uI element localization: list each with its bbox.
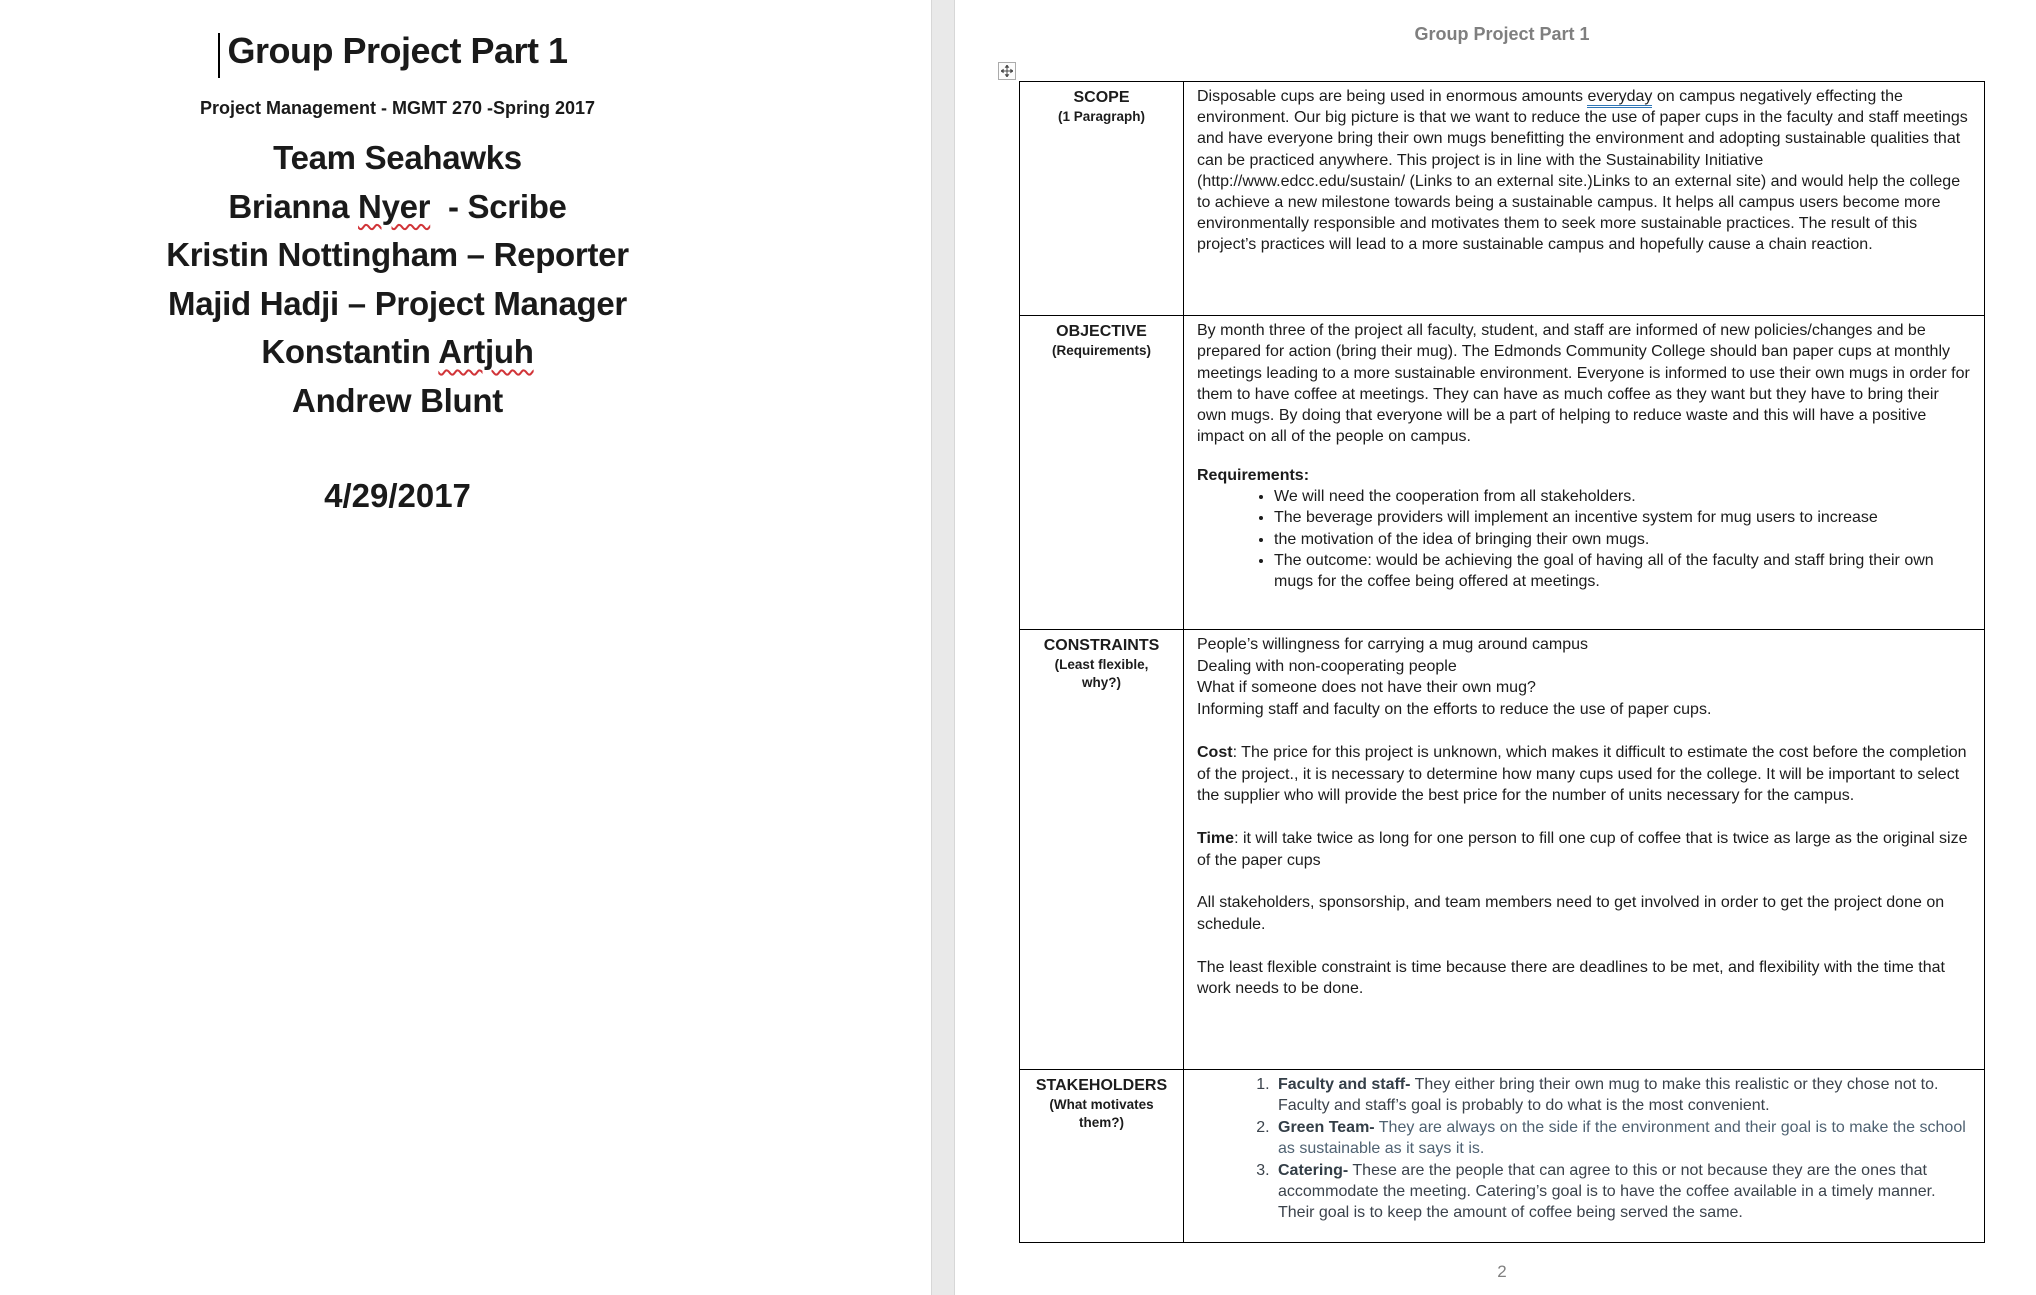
blank-line: [1197, 721, 1972, 742]
left-document-page[interactable]: [0, 0, 931, 1295]
scope-text: on campus negatively effecting the environment. Our big picture is that we want to reduce the use of paper cups in the faculty and staff meetings and have everyone bring their own mugs benefitting the environment and adopting sustainable qualities that can be practiced anywhere. This project is in line with the Sustainability Initiative (http://www.edcc.edu/sustain/ (Links to an external site.)Links to an external site) and would help the college to achieve a new milestone towards being a sustainable campus. It helps all campus users become more environmentally responsible and motivates them to seek more sustainable practices. The result of this project’s practices will lead to a more sustainable campus and hopefully cause a chain reaction.: [1197, 88, 1968, 254]
blank-line: [1197, 807, 1972, 828]
scope-paragraph: [1197, 86, 1972, 312]
requirement-item: • We will need the cooperation from all stakeholders.: [1274, 486, 1972, 507]
table-row-constraints: [1020, 630, 1985, 1070]
requirements-bullet-list: [1197, 486, 1972, 592]
requirement-item: • The outcome: would be achieving the goal of having all of the faculty and staff bring their own mugs for the coffee being offered at meetings.: [1274, 550, 1972, 593]
least-flexible-paragraph: The least flexible constraint is time because there are deadlines to be met, and flexibility with the time that work needs to be done.: [1197, 958, 1945, 998]
cost-paragraph: [1197, 742, 1972, 807]
blank-line: [1197, 448, 1972, 465]
grammar-flagged-word: everyday: [1587, 88, 1652, 108]
stakeholder-name: Catering-: [1278, 1161, 1349, 1179]
member-role: - Scribe: [430, 187, 567, 225]
team-member-line: Majid Hadji – Project Manager: [168, 284, 627, 322]
stakeholders-content-cell[interactable]: [1184, 1070, 1985, 1243]
stakeholder-item: [1274, 1160, 1972, 1224]
scope-text: Disposable cups are being used in enormous amounts: [1197, 88, 1588, 105]
project-definition-table: [1019, 81, 1985, 1243]
stakeholder-item: [1274, 1074, 1972, 1117]
time-text: : it will take twice as long for one person to fill one cup of coffee that is twice as large as the original size of the paper cups: [1197, 829, 1968, 869]
constraints-label-cell[interactable]: [1020, 630, 1184, 1070]
stakeholders-label: STAKEHOLDERS: [1035, 1077, 1168, 1094]
scope-content-cell[interactable]: [1184, 82, 1985, 316]
scope-label: SCOPE: [1073, 89, 1130, 106]
constraints-label: CONSTRAINTS: [1043, 637, 1160, 654]
constraints-sublabel: why?): [1082, 675, 1121, 690]
objective-content-cell[interactable]: [1184, 316, 1985, 630]
table-row-scope: [1020, 82, 1985, 316]
table-row-objective: [1020, 316, 1985, 630]
team-member-line: [0, 328, 795, 377]
misspelled-word: Nyer: [358, 187, 431, 225]
page-gap-divider: [931, 0, 955, 1295]
stakeholder-item: [1274, 1117, 1972, 1160]
team-member-line: Andrew Blunt: [292, 381, 503, 419]
stakeholder-name: Green Team-: [1278, 1118, 1375, 1136]
stakeholder-description: They either bring their own mug to make this realistic or they chose not to. Faculty and staff’s goal is probably to do what is the most convenient.: [1278, 1076, 1943, 1115]
constraints-sublabel: (Least flexible,: [1054, 657, 1149, 672]
cost-label: Cost: [1197, 743, 1233, 761]
blank-line: [1197, 936, 1972, 957]
blank-line: [1197, 871, 1972, 892]
team-name: Team Seahawks: [273, 139, 522, 176]
objective-sublabel: (Requirements): [1051, 343, 1151, 358]
stakeholder-name: Faculty and staff-: [1278, 1076, 1411, 1093]
scope-sublabel: (1 Paragraph): [1057, 109, 1146, 124]
stakeholders-label-cell[interactable]: [1020, 1070, 1184, 1243]
team-member-line: Kristin Nottingham – Reporter: [166, 236, 629, 273]
team-member-line: [0, 183, 795, 232]
team-member-list: [0, 134, 795, 425]
stakeholders-sublabel: them?): [1079, 1115, 1124, 1130]
objective-paragraph: By month three of the project all faculty, student, and staff are informed of new policies/changes and be prepared for action (bring their mug). The Edmonds Community College should ban paper cups at monthly meetings leading to a more sustainable environment. Everyone is informed to use their own mugs in order for them to have coffee at meetings. They can have as much coffee as they want but they have to bring their own mugs. By doing that everyone will be a part of helping to reduce waste and this will have a positive impact on all of the people on campus.: [1197, 322, 1970, 446]
member-name: Konstantin: [261, 333, 439, 370]
stakeholders-sublabel: (What motivates: [1049, 1097, 1154, 1112]
requirements-heading: Requirements:: [1197, 466, 1310, 484]
requirement-item: • The beverage providers will implement an incentive system for mug users to increase: [1274, 507, 1972, 528]
document-date: 4/29/2017: [324, 477, 471, 514]
constraint-line: People’s willingness for carrying a mug around campus: [1197, 636, 1589, 653]
stakeholder-description: These are the people that can agree to this or not because they are the ones that accommodate the meeting. Catering’s goal is to have the coffee available in a timely manner. Their goal is to keep the amount of coffee being served the same.: [1278, 1161, 1940, 1222]
requirement-item: • the motivation of the idea of bringing their own mugs.: [1274, 529, 1972, 550]
cost-text: : The price for this project is unknown, which makes it difficult to estimate the cost before the completion of the project., it is necessary to determine how many cups used for the college. It will be important to select the supplier who will provide the best price for the number of units necessary for the campus.: [1197, 743, 1967, 805]
document-title: Group Project Part 1: [227, 30, 568, 71]
constraint-line: Dealing with non-cooperating people: [1197, 657, 1457, 675]
involvement-paragraph: All stakeholders, sponsorship, and team members need to get involved in order to get the project done on schedule.: [1197, 894, 1945, 934]
misspelled-word: Artjuh: [438, 333, 534, 370]
stakeholders-numbered-list: [1197, 1074, 1972, 1224]
page-number: 2: [1497, 1262, 1507, 1281]
time-paragraph: [1197, 828, 1972, 871]
stakeholder-description: They are always on the side if the environment and their goal is to make the school as sustainable as it says it is.: [1278, 1118, 1971, 1158]
page-header-title: Group Project Part 1: [1414, 24, 1590, 44]
objective-label-cell[interactable]: [1020, 316, 1184, 630]
scope-label-cell[interactable]: [1020, 82, 1184, 316]
time-label: Time: [1197, 829, 1235, 847]
constraint-line: Informing staff and faculty on the efforts to reduce the use of paper cups.: [1197, 701, 1712, 719]
table-row-stakeholders: [1020, 1070, 1985, 1243]
constraint-line: What if someone does not have their own mug?: [1197, 679, 1536, 697]
course-subtitle: Project Management - MGMT 270 -Spring 2017: [199, 98, 596, 118]
member-name: Brianna: [228, 187, 359, 225]
table-move-handle-icon[interactable]: [998, 62, 1016, 80]
objective-label: OBJECTIVE: [1056, 323, 1147, 340]
constraints-content-cell[interactable]: [1184, 630, 1985, 1070]
